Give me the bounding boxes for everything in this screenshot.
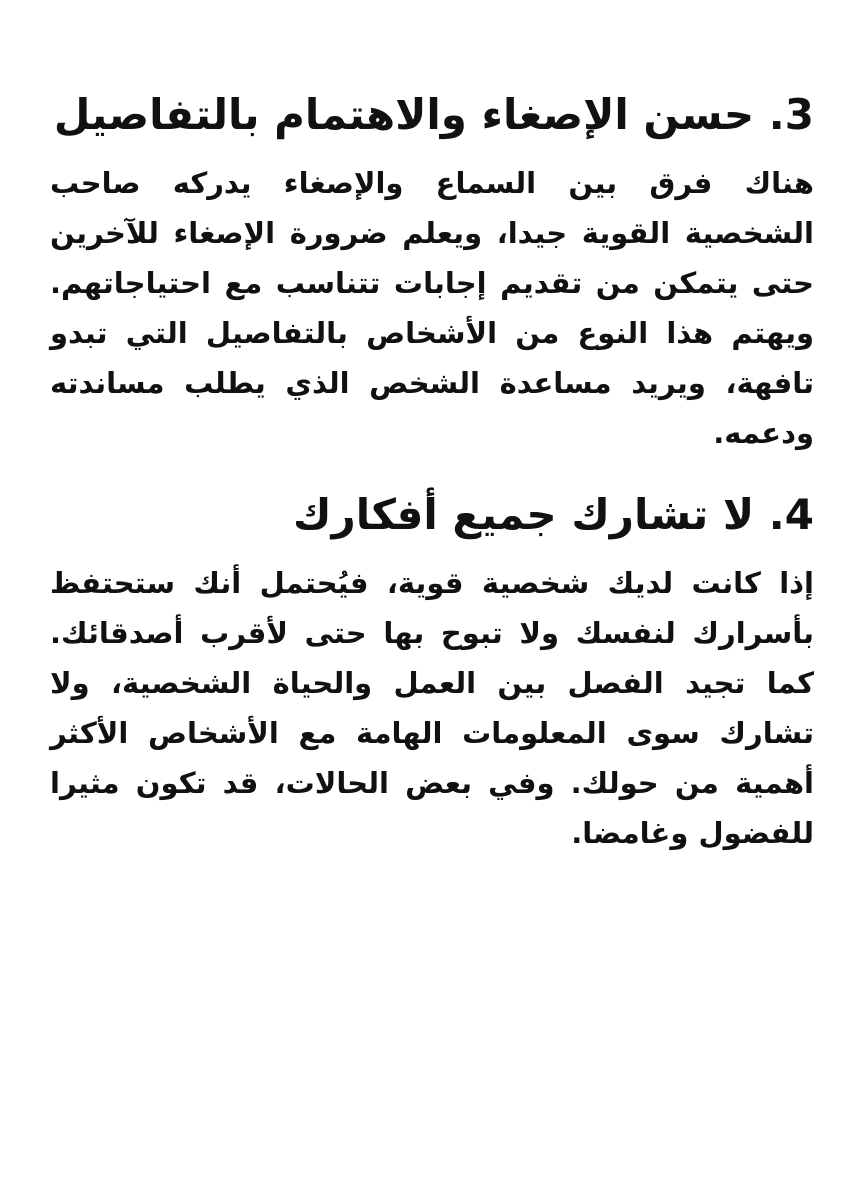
section-title: حسن الإصغاء والاهتمام بالتفاصيل bbox=[53, 90, 755, 139]
section-listening bbox=[50, 82, 814, 458]
section-paragraph: إذا كانت لديك شخصية قوية، فيُحتمل أنك ستحتفظ بأسرارك لنفسك ولا تبوح بها حتى لأقرب أصدقائك. كما تجيد الفصل بين العمل والحياة الشخصية، ولا تشارك سوى المعلومات الهامة مع الأشخاص الأكثر أهمية من حولك. وفي بعض الحالات، قد تكون مثيرا للفضول وغامضا. bbox=[50, 566, 814, 850]
section-heading bbox=[50, 82, 814, 148]
section-paragraph: هناك فرق بين السماع والإصغاء يدركه صاحب الشخصية القوية جيدا، ويعلم ضرورة الإصغاء للآخرين حتى يتمكن من تقديم إجابات تتناسب مع احتياجاتهم. ويهتم هذا النوع من الأشخاص بالتفاصيل التي تبدو تافهة، ويريد مساعدة الشخص الذي يطلب مساندته ودعمه. bbox=[50, 166, 814, 450]
section-number: 3. bbox=[768, 90, 814, 139]
section-privacy bbox=[50, 482, 814, 858]
section-number: 4. bbox=[768, 490, 814, 539]
section-title: لا تشارك جميع أفكارك bbox=[293, 490, 755, 539]
section-heading bbox=[50, 482, 814, 548]
